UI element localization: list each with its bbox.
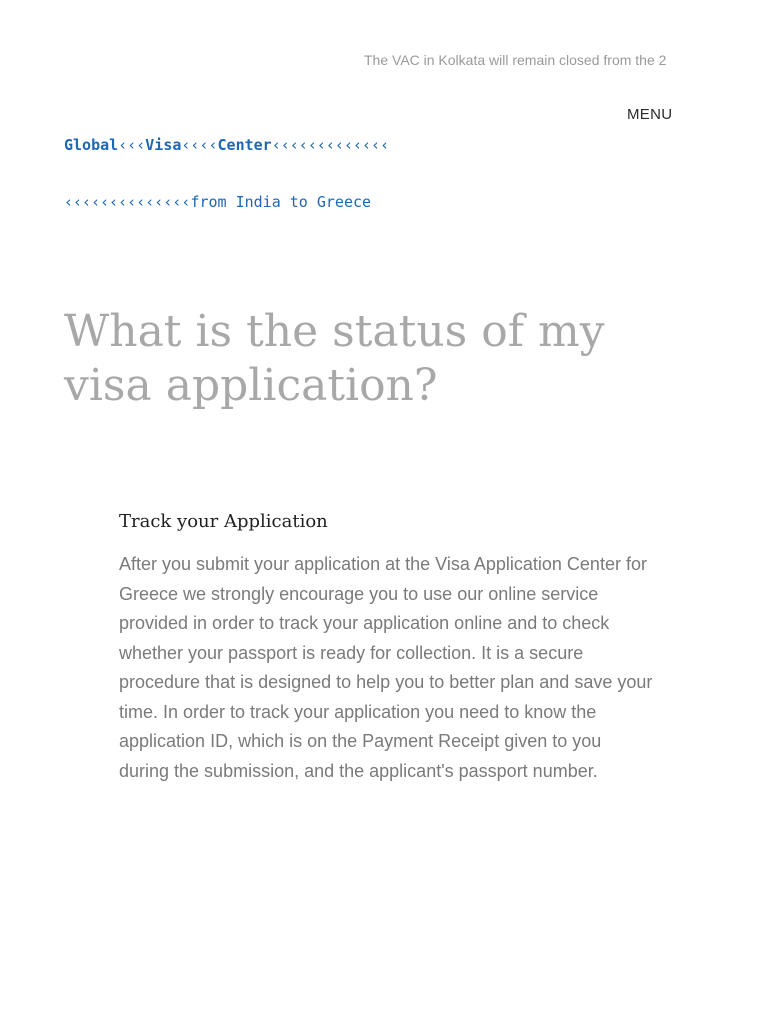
logo-separator: ‹‹‹	[118, 136, 146, 154]
page-title: What is the status of my visa application?	[64, 306, 605, 411]
announcement-text: The VAC in Kolkata will remain closed from the 2	[364, 52, 667, 68]
track-application-section	[119, 508, 653, 786]
menu-button[interactable]: MENU	[627, 104, 672, 126]
logo-word-visa: Visa	[145, 136, 182, 154]
logo-word-center: Center	[217, 136, 272, 154]
logo-line-2	[64, 193, 378, 212]
logo-line-1	[64, 136, 390, 155]
section-body-text: After you submit your application at the Visa Application Center for Greece we strongly encourage you to use our online service provided in order to track your application online and to check whether your passport is ready for collection. It is a secure procedure that is designed to help you to better plan and save your time. In order to track your application you need to know the application ID, which is on the Payment Receipt given to you during the submission, and the applicant's passport number.	[119, 554, 653, 781]
logo-filler: ‹‹‹‹‹‹‹‹‹‹‹‹‹	[271, 136, 390, 154]
logo-filler: ‹‹‹‹‹‹‹‹‹‹‹‹‹‹	[64, 193, 191, 211]
logo-word-global: Global	[64, 136, 119, 154]
logo-separator: ‹‹‹‹	[181, 136, 218, 154]
site-logo[interactable]	[64, 98, 390, 250]
logo-tagline: from India to Greece	[190, 193, 372, 211]
section-heading: Track your Application	[119, 511, 328, 532]
announcement-ticker[interactable]	[364, 50, 676, 70]
